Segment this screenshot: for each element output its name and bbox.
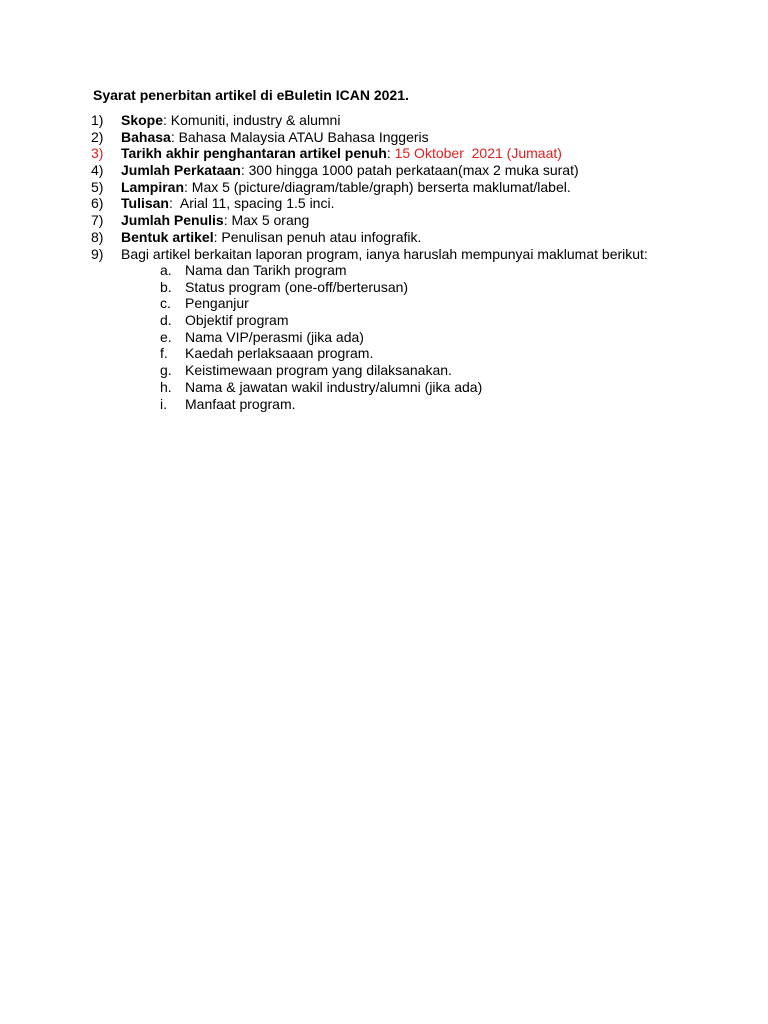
sub-text: Status program (one-off/berterusan) (185, 278, 409, 295)
sub-text: Penganjur (185, 295, 249, 312)
item-text: 300 hingga 1000 patah perkataan(max 2 muka surat) (244, 162, 579, 179)
sub-letter: a. (160, 262, 172, 278)
item-separator: : (163, 112, 167, 128)
item-text: 15 Oktober 2021 (Jumaat) (390, 145, 562, 162)
item-number: 3) (91, 145, 104, 162)
item-text: Bahasa Malaysia ATAU Bahasa Inggeris (174, 128, 429, 145)
sub-text: Kaedah perlaksaaan program. (185, 345, 374, 362)
item-label: Skope (121, 112, 164, 128)
item-label: Jumlah Perkataan (121, 162, 241, 179)
item-label: Jumlah Penulis (121, 212, 224, 229)
sub-letter: e. (160, 328, 172, 345)
list-item (91, 162, 731, 179)
requirements-list (91, 112, 731, 262)
sub-text: Manfaat program. (185, 395, 296, 412)
item-text: Penulisan penuh atau infografik. (217, 228, 422, 245)
item-number: 8) (91, 228, 104, 245)
sub-letter: c. (160, 295, 171, 312)
sub-letter: f. (160, 345, 168, 362)
sub-text: Nama VIP/perasmi (jika ada) (185, 328, 364, 345)
sub-letter: h. (160, 378, 172, 395)
sub-text: Nama dan Tarikh program (185, 262, 347, 278)
document-title: Syarat penerbitan artikel di eBuletin ICAN 2021. (93, 87, 409, 103)
item-text: Arial 11, spacing 1.5 inci. (172, 195, 335, 212)
item-text: Max 5 orang (227, 212, 310, 229)
list-item (91, 212, 731, 229)
item-separator: : (240, 162, 245, 179)
item-label: Tarikh akhir penghantaran artikel penuh (121, 145, 387, 162)
list-item (91, 112, 731, 129)
list-item-deadline (91, 145, 731, 162)
sub-text: Nama & jawatan wakil industry/alumni (jika ada) (185, 378, 483, 395)
list-item (91, 229, 731, 246)
item-number: 7) (91, 212, 104, 229)
item-number: 4) (91, 162, 104, 179)
list-item (91, 179, 731, 196)
item-number: 5) (91, 178, 104, 195)
item-number: 9) (91, 245, 104, 262)
list-item (91, 195, 731, 212)
item-separator: : (170, 128, 175, 145)
item-label: Lampiran (121, 178, 185, 195)
item-text: Max 5 (picture/diagram/table/graph) berserta maklumat/label. (187, 178, 571, 195)
item-separator: : (223, 212, 228, 229)
item-separator: : (184, 178, 188, 195)
item-label: Bahasa (121, 128, 171, 145)
list-item (91, 246, 731, 263)
item-number: 1) (91, 112, 104, 128)
item-number: 2) (91, 128, 104, 145)
sub-letter: b. (160, 278, 172, 295)
item-text: Bagi artikel berkaitan laporan program, ianya haruslah mempunyai maklumat berikut: (121, 245, 648, 262)
sub-letter: g. (160, 362, 172, 379)
item-label: Bentuk artikel (121, 228, 214, 245)
item-separator: : (213, 228, 218, 245)
item-separator: : (386, 145, 391, 162)
item-label: Tulisan (121, 195, 169, 212)
sub-letter: d. (160, 312, 172, 329)
item-text: Komuniti, industry & alumni (166, 112, 341, 128)
list-item (91, 129, 731, 146)
sub-text: Objektif program (185, 312, 289, 329)
sub-text: Keistimewaan program yang dilaksanakan. (185, 362, 452, 379)
item-separator: : (168, 195, 173, 212)
sub-letter: i. (160, 395, 167, 412)
item-number: 6) (91, 195, 104, 212)
